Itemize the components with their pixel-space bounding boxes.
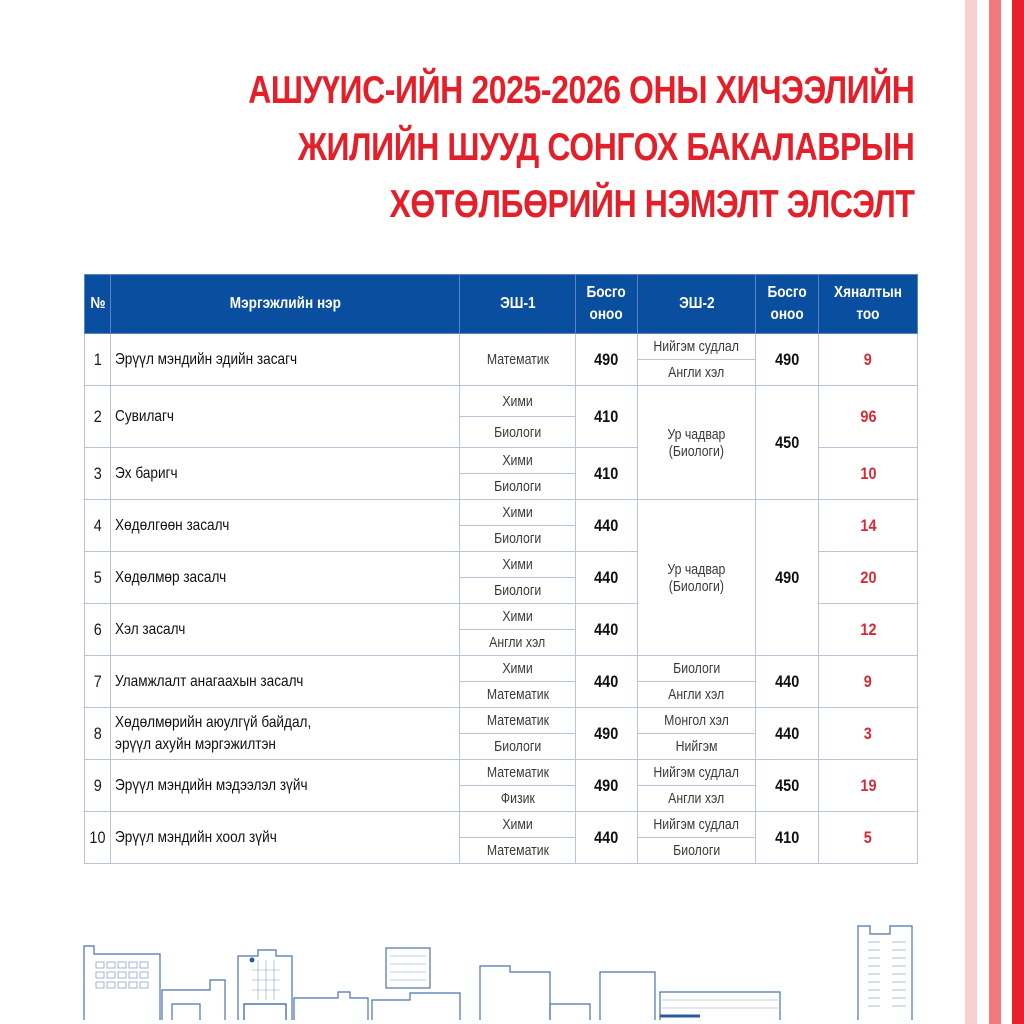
- table-row: 5 Хөдөлмөр засалч Хими 440 20: [85, 552, 918, 578]
- building-center: [480, 966, 780, 1020]
- table-row: 3 Эх баригч Хими 410 10: [85, 448, 918, 474]
- decorative-stripe-red: [1012, 0, 1024, 1024]
- building-left: [84, 946, 225, 1020]
- title-line-1: АШУҮИС-ИЙН 2025-2026 ОНЫ ХИЧЭЭЛИЙН: [247, 69, 914, 112]
- title-line-3: ХӨТӨЛБӨРИЙН НЭМЭЛТ ЭЛСЭЛТ: [389, 183, 914, 226]
- merged-esh2-rows-2-3: Ур чадвар (Биологи): [638, 386, 756, 500]
- building-tower-center-left: [238, 950, 292, 1020]
- header-threshold2: Босго оноо: [756, 275, 819, 334]
- table-row: 10 Эрүүл мэндийн хоол зүйч Хими 440 Нийгэм судлал 410 5: [85, 812, 918, 838]
- table-row: 7 Уламжлалт анагаахын засалч Хими 440 Биологи 440 9: [85, 656, 918, 682]
- merged-esh2-rows-4-6: Ур чадвар (Биологи): [638, 500, 756, 656]
- decorative-stripe-medium: [989, 0, 1001, 1024]
- admission-table: № Мэргэжлийн нэр ЭШ-1 Босго оноо ЭШ-2 Босго оноо Хяналтын тоо 1 Эрүүл мэндийн эдийн засагч Математик 490 Нийгэм судлал 490 9 Англи хэл 2 Сувилагч Хими 410 Ур чадвар (Биологи) 450 96 Биологи 3 Эх баригч Хими 410 10 Биологи 4 Хөдөлгөөн засалч Хими 440 Ур чадвар (Биологи) 490 14 Биологи 5 Хөдөлмөр засалч Хими 440 20 Биологи 6 Хэл засалч Хими 440 12 Англи хэл 7 Уламжлалт анагаахын засалч Хими 440 Биологи 440 9 Математик Англи хэл 8 Хөдөлмөрийн аюулгүй байдал, эрүүл ахуйн мэргэжилтэн Математик 490 Монгол хэл 440 3 Биологи Нийгэм 9 Эрүүл мэндийн мэдээлэл зүйч Математик 490 Нийгэм судлал 450 19 Физик Англи хэл 10 Эрүүл мэндийн хоол зүйч Хими 440 Нийгэм судлал 410 5 Математик Биологи: [84, 274, 918, 864]
- table-row: 8 Хөдөлмөрийн аюулгүй байдал, эрүүл ахуйн мэргэжилтэн Математик 490 Монгол хэл 440 3: [85, 708, 918, 734]
- page-title: [248, 62, 914, 233]
- table-row: 6 Хэл засалч Хими 440 12: [85, 604, 918, 630]
- header-threshold1: Босго оноо: [576, 275, 638, 334]
- building-low-middle: [294, 948, 460, 1020]
- table-row: 4 Хөдөлгөөн засалч Хими 440 Ур чадвар (Биологи) 490 14: [85, 500, 918, 526]
- title-line-2: ЖИЛИЙН ШУУД СОНГОХ БАКАЛАВРЫН: [297, 126, 914, 169]
- decorative-stripe-light: [965, 0, 977, 1024]
- table-row: 9 Эрүүл мэндийн мэдээлэл зүйч Математик 490 Нийгэм судлал 450 19: [85, 760, 918, 786]
- table-header-row: [85, 275, 918, 334]
- header-esh1: ЭШ-1: [460, 275, 576, 334]
- table-row: 1 Эрүүл мэндийн эдийн засагч Математик 490 Нийгэм судлал 490 9: [85, 334, 918, 360]
- table-row: 2 Сувилагч Хими 410 Ур чадвар (Биологи) 450 96: [85, 386, 918, 417]
- header-num: №: [85, 275, 111, 334]
- building-tall-right: [858, 926, 912, 1020]
- header-count: Хяналтын тоо: [819, 275, 918, 334]
- header-name: Мэргэжлийн нэр: [111, 275, 460, 334]
- city-skyline-illustration: [80, 920, 920, 1024]
- header-esh2: ЭШ-2: [638, 275, 756, 334]
